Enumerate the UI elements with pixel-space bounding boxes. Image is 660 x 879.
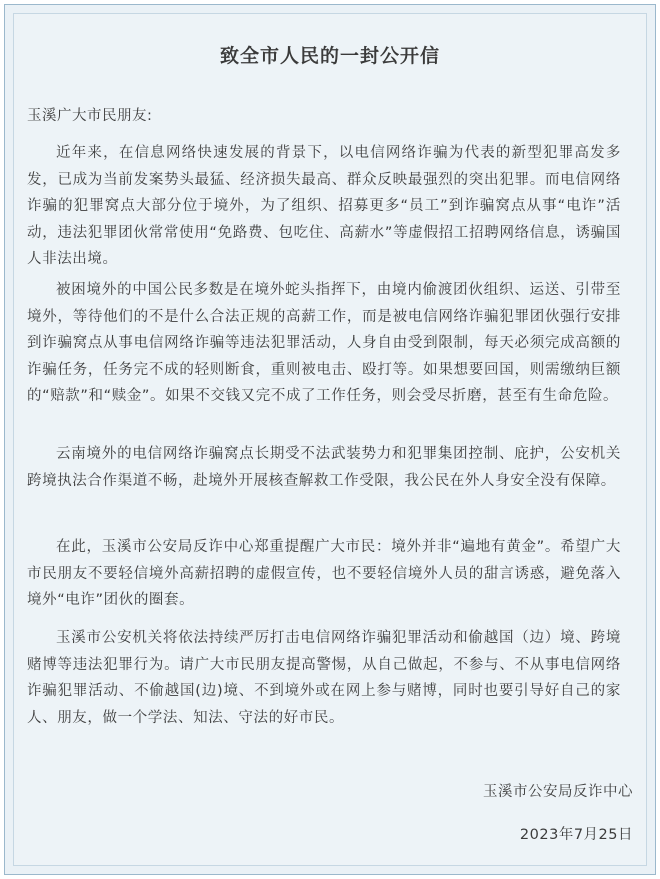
paragraph-5: 玉溪市公安机关将依法持续严厉打击电信网络诈骗犯罪活动和偷越国（边）境、跨境赌博等违法犯罪行为。请广大市民朋友提高警惕，从自己做起，不参与、不从事电信网络诈骗犯罪活动、不偷越国(边)境、不到境外或在网上参与赌博，同时也要引导好自己的家人、朋友，做一个学法、知法、守法的好市民。: [27, 630, 621, 726]
salutation: 玉溪广大市民朋友:: [27, 108, 153, 124]
letter-title: 致全市人民的一封公开信: [219, 45, 440, 67]
paragraph-4: 在此，玉溪市公安局反诈中心郑重提醒广大市民：境外并非“遍地有黄金”。希望广大市民朋友不要轻信境外高薪招聘的虚假宣传，也不要轻信境外人员的甜言诱惑，避免落入境外“电诈”团伙的圈套。: [27, 539, 621, 608]
signature-date: 2023年7月25日: [519, 827, 633, 843]
paragraph-1: 近年来，在信息网络快速发展的背景下，以电信网络诈骗为代表的新型犯罪高发多发，已成为当前发案势头最猛、经济损失最高、群众反映最强烈的突出犯罪。而电信网络诈骗的犯罪窝点大部分位于境外，为了组织、招募更多“员工”到诈骗窝点从事“电诈”活动，违法犯罪团伙常常使用“免路费、包吃住、高薪水”等虚假招工招聘网络信息，诱骗国人非法出境。: [27, 145, 621, 267]
paragraph-3: 云南境外的电信网络诈骗窝点长期受不法武装势力和犯罪集团控制、庇护，公安机关跨境执法合作渠道不畅，赴境外开展核查解救工作受限，我公民在外人身安全没有保障。: [27, 446, 621, 489]
signature-organization: 玉溪市公安局反诈中心: [483, 784, 633, 800]
paragraph-2: 被困境外的中国公民多数是在境外蛇头指挥下，由境内偷渡团伙组织、运送、引带至境外，等待他们的不是什么合法正规的高薪工作，而是被电信网络诈骗犯罪团伙强行安排到诈骗窝点从事电信网络诈骗等违法犯罪活动，人身自由受到限制，每天必须完成高额的诈骗任务，任务完不成的轻则断食，重则被电击、殴打等。如果想要回国，则需缴纳巨额的“赔款”和“赎金”。如果不交钱又完不成了工作任务，则会受尽折磨，甚至有生命危险。: [27, 282, 621, 404]
letter-frame: [4, 4, 656, 875]
